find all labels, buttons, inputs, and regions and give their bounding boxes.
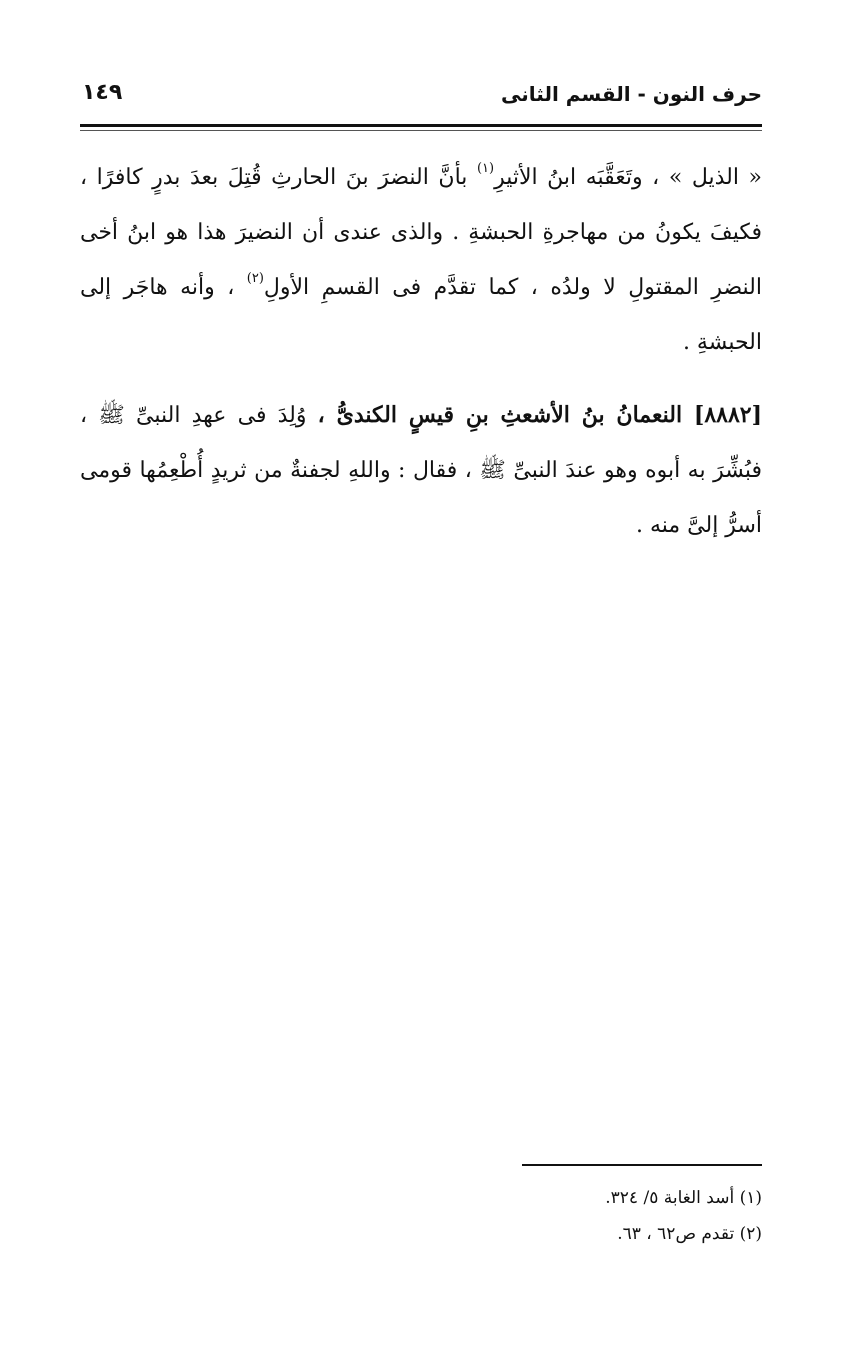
paragraph-2 (80, 388, 762, 553)
footnote-1: (١) أسد الغابة ٥/ ٣٢٤. (605, 1188, 762, 1208)
running-head: حرف النون - القسم الثانى (501, 82, 762, 106)
header-rule-thin (80, 130, 762, 131)
header-rule (80, 124, 762, 127)
paragraph-1-part-c: ، وأنه هاجَر إلى الحبشةِ . (80, 275, 762, 355)
paragraph-1-part-b: بأنَّ النضرَ بنَ الحارثِ قُتِلَ بعدَ بدرٍ كافرًا ، فكيفَ يكونُ من مهاجرةِ الحبشةِ . والذى عندى أن النضيرَ هذا هو ابنُ أخى النضرِ المقتولِ لا ولدُه ، كما تقدَّم فى القسمِ الأولِ (80, 165, 762, 300)
page-number: ١٤٩ (82, 80, 123, 105)
footnote-2: (٢) تقدم ص٦٢ ، ٦٣. (617, 1224, 762, 1244)
footnote-rule (522, 1164, 762, 1166)
paragraph-1-part-a: « الذيل » ، وتَعَقَّبَه ابنُ الأثيرِ (494, 165, 762, 190)
paragraph-2-text: وُلِدَ فى عهدِ النبىِّ ﷺ ، فبُشِّرَ به أبوه وهو عندَ النبىِّ ﷺ ، فقال : واللهِ لجفنةٌ من ثريدٍ أُطْعِمُها قومى أسرُّ إلىَّ منه . (80, 403, 762, 538)
footnote-ref-2: (٢) (246, 271, 264, 286)
page-header (82, 80, 762, 116)
footnote-ref-1: (١) (476, 161, 495, 176)
paragraph-1 (80, 150, 762, 370)
footnotes (202, 1180, 762, 1252)
main-text (80, 150, 762, 553)
entry-heading: [٨٨٨٢] النعمانُ بنُ الأشعثِ بنِ قيسٍ الكندىُّ ، (317, 402, 762, 428)
